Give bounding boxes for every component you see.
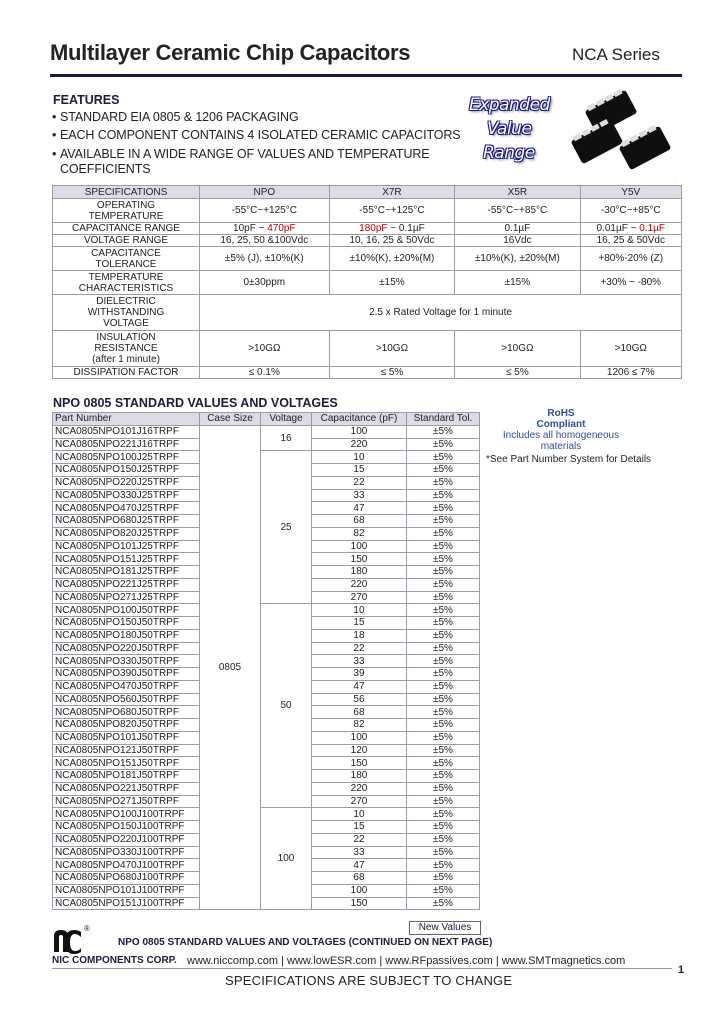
spec-value: ≤ 0.1%: [200, 367, 330, 379]
tolerance: ±5%: [406, 821, 479, 834]
part-number: NCA0805NPO151J50TRPF: [53, 757, 200, 770]
part-number: NCA0805NPO180J50TRPF: [53, 629, 200, 642]
capacitance: 33: [312, 655, 407, 668]
spec-value: ±15%: [329, 271, 455, 295]
tolerance: ±5%: [406, 744, 479, 757]
specifications-table: [52, 185, 682, 379]
spec-label: DIELECTRIC WITHSTANDING VOLTAGE: [53, 295, 200, 331]
capacitance: 100: [312, 540, 407, 553]
voltage: 100: [261, 808, 312, 910]
tolerance: ±5%: [406, 693, 479, 706]
part-number: NCA0805NPO470J25TRPF: [53, 502, 200, 515]
tolerance: ±5%: [406, 859, 479, 872]
tolerance: ±5%: [406, 808, 479, 821]
table-header-row: SPECIFICATIONS NPO X7R X5R Y5V: [53, 186, 682, 199]
capacitance: 47: [312, 502, 407, 515]
series-label: NCA Series: [572, 45, 660, 64]
spec-label: CAPACITANCE RANGE: [53, 223, 200, 235]
part-number: NCA0805NPO271J50TRPF: [53, 795, 200, 808]
tolerance: ±5%: [406, 706, 479, 719]
company-logo: [52, 924, 92, 954]
capacitance: 68: [312, 872, 407, 885]
spec-value: -55°C~+125°C: [329, 199, 455, 223]
tolerance: ±5%: [406, 629, 479, 642]
capacitance: 180: [312, 566, 407, 579]
part-number: NCA0805NPO470J100TRPF: [53, 859, 200, 872]
capacitance: 100: [312, 731, 407, 744]
tolerance: ±5%: [406, 719, 479, 732]
spec-value: 16Vdc: [455, 235, 580, 247]
spec-value: >10GΩ: [455, 331, 580, 367]
spec-value: 0.01µF ~ 0.1µF: [580, 223, 681, 235]
capacitance: 82: [312, 527, 407, 540]
capacitance: 15: [312, 464, 407, 477]
part-number: NCA0805NPO151J25TRPF: [53, 553, 200, 566]
tolerance: ±5%: [406, 731, 479, 744]
capacitance: 47: [312, 680, 407, 693]
spec-row: [53, 295, 682, 331]
part-number: NCA0805NPO680J50TRPF: [53, 706, 200, 719]
part-number: NCA0805NPO221J50TRPF: [53, 782, 200, 795]
tolerance: ±5%: [406, 451, 479, 464]
spec-value: 16, 25, 50 &100Vdc: [200, 235, 330, 247]
tolerance: ±5%: [406, 833, 479, 846]
spec-value: 10, 16, 25 & 50Vdc: [329, 235, 455, 247]
part-number: NCA0805NPO101J50TRPF: [53, 731, 200, 744]
table-row: [53, 604, 480, 617]
spec-row: [53, 271, 682, 295]
tolerance: ±5%: [406, 655, 479, 668]
spec-label: OPERATING TEMPERATURE: [53, 199, 200, 223]
tolerance: ±5%: [406, 489, 479, 502]
company-name: NIC COMPONENTS CORP.: [52, 955, 177, 966]
part-number: NCA0805NPO220J25TRPF: [53, 476, 200, 489]
spec-value: -55°C~+85°C: [455, 199, 580, 223]
part-number: NCA0805NPO330J25TRPF: [53, 489, 200, 502]
part-number: NCA0805NPO820J25TRPF: [53, 527, 200, 540]
tolerance: ±5%: [406, 553, 479, 566]
spec-value: ±15%: [455, 271, 580, 295]
spec-value: ±5% (J), ±10%(K): [200, 247, 330, 271]
capacitance: 56: [312, 693, 407, 706]
tolerance: ±5%: [406, 897, 479, 910]
tolerance: ±5%: [406, 782, 479, 795]
capacitance: 220: [312, 782, 407, 795]
spec-label: CAPACITANCE TOLERANCE: [53, 247, 200, 271]
chip-capacitors-image: [568, 95, 678, 175]
spec-row: [53, 235, 682, 247]
capacitance: 10: [312, 451, 407, 464]
capacitance: 22: [312, 642, 407, 655]
capacitance: 47: [312, 859, 407, 872]
spec-value: ≤ 5%: [455, 367, 580, 379]
capacitance: 270: [312, 795, 407, 808]
voltage: 25: [261, 451, 312, 604]
spec-value: 0±30ppm: [200, 271, 330, 295]
spec-value: >10GΩ: [200, 331, 330, 367]
part-number: NCA0805NPO271J25TRPF: [53, 591, 200, 604]
capacitance: 220: [312, 438, 407, 451]
table-row: [53, 425, 480, 438]
table-row: [53, 808, 480, 821]
part-number: NCA0805NPO100J100TRPF: [53, 808, 200, 821]
part-number: NCA0805NPO101J25TRPF: [53, 540, 200, 553]
website-links: www.niccomp.com | www.lowESR.com | www.RFpassives.com | www.SMTmagnetics.com: [187, 955, 626, 967]
capacitance: 82: [312, 719, 407, 732]
part-number: NCA0805NPO101J16TRPF: [53, 425, 200, 438]
voltage: 16: [261, 425, 312, 451]
part-number: NCA0805NPO560J50TRPF: [53, 693, 200, 706]
feature-item: • AVAILABLE IN A WIDE RANGE OF VALUES AND TEMPERATURE: [52, 147, 430, 161]
part-number: NCA0805NPO820J50TRPF: [53, 719, 200, 732]
spec-row: [53, 199, 682, 223]
footer-rule: [52, 968, 672, 969]
tolerance: ±5%: [406, 502, 479, 515]
part-number: NCA0805NPO150J100TRPF: [53, 821, 200, 834]
tolerance: ±5%: [406, 540, 479, 553]
spec-row: [53, 367, 682, 379]
capacitance: 100: [312, 884, 407, 897]
part-number: NCA0805NPO470J50TRPF: [53, 680, 200, 693]
capacitance: 33: [312, 489, 407, 502]
part-number: NCA0805NPO221J16TRPF: [53, 438, 200, 451]
capacitance: 15: [312, 617, 407, 630]
feature-item-continued: COEFFICIENTS: [60, 162, 151, 176]
part-number: NCA0805NPO151J100TRPF: [53, 897, 200, 910]
table-row: [53, 451, 480, 464]
new-values-legend: New Values: [409, 921, 481, 935]
spec-value: 1206 ≤ 7%: [580, 367, 681, 379]
capacitance: 15: [312, 821, 407, 834]
part-number: NCA0805NPO220J50TRPF: [53, 642, 200, 655]
spec-value: +80%-20% (Z): [580, 247, 681, 271]
part-number: NCA0805NPO181J25TRPF: [53, 566, 200, 579]
features-heading: FEATURES: [53, 93, 120, 107]
spec-label: INSULATION RESISTANCE (after 1 minute): [53, 331, 200, 367]
tolerance: ±5%: [406, 566, 479, 579]
spec-value: >10GΩ: [580, 331, 681, 367]
part-number: NCA0805NPO100J50TRPF: [53, 604, 200, 617]
capacitance: 68: [312, 706, 407, 719]
capacitance: 220: [312, 578, 407, 591]
capacitance: 120: [312, 744, 407, 757]
spec-value: 16, 25 & 50Vdc: [580, 235, 681, 247]
spec-value: 180pF ~ 0.1µF: [329, 223, 455, 235]
spec-row: [53, 223, 682, 235]
part-number: NCA0805NPO100J25TRPF: [53, 451, 200, 464]
part-number: NCA0805NPO150J25TRPF: [53, 464, 200, 477]
tolerance: ±5%: [406, 425, 479, 438]
tolerance: ±5%: [406, 464, 479, 477]
part-number: NCA0805NPO101J100TRPF: [53, 884, 200, 897]
spec-label: VOLTAGE RANGE: [53, 235, 200, 247]
spec-value: >10GΩ: [329, 331, 455, 367]
continued-note: NPO 0805 STANDARD VALUES AND VOLTAGES (CONTINUED ON NEXT PAGE): [118, 937, 493, 948]
part-number: NCA0805NPO220J100TRPF: [53, 833, 200, 846]
tolerance: ±5%: [406, 578, 479, 591]
capacitance: 150: [312, 897, 407, 910]
spec-value: +30% ~ -80%: [580, 271, 681, 295]
spec-value: 2.5 x Rated Voltage for 1 minute: [200, 295, 682, 331]
spec-value: -55°C~+125°C: [200, 199, 330, 223]
spec-value: ±10%(K), ±20%(M): [329, 247, 455, 271]
spec-value: 10pF ~ 470pF: [200, 223, 330, 235]
rohs-note: RoHS Compliant Includes all homogeneous materials *See Part Number System for Details: [486, 408, 652, 465]
table-header-row: Part Number Case Size Voltage Capacitance (pF) Standard Tol.: [53, 413, 480, 426]
disclaimer: SPECIFICATIONS ARE SUBJECT TO CHANGE: [225, 973, 513, 988]
spec-label: DISSIPATION FACTOR: [53, 367, 200, 379]
part-number: NCA0805NPO680J100TRPF: [53, 872, 200, 885]
part-number: NCA0805NPO330J100TRPF: [53, 846, 200, 859]
capacitance: 22: [312, 476, 407, 489]
spec-value: ≤ 5%: [329, 367, 455, 379]
bullet-icon: •: [52, 147, 57, 161]
header-rule: [50, 74, 682, 77]
tolerance: ±5%: [406, 680, 479, 693]
capacitance: 39: [312, 668, 407, 681]
tolerance: ±5%: [406, 770, 479, 783]
part-number: NCA0805NPO680J25TRPF: [53, 515, 200, 528]
part-number: NCA0805NPO181J50TRPF: [53, 770, 200, 783]
bullet-icon: •: [52, 110, 57, 124]
tolerance: ±5%: [406, 617, 479, 630]
tolerance: ±5%: [406, 795, 479, 808]
tolerance: ±5%: [406, 591, 479, 604]
capacitance: 150: [312, 553, 407, 566]
capacitance: 33: [312, 846, 407, 859]
capacitance: 270: [312, 591, 407, 604]
bullet-icon: •: [52, 128, 57, 142]
capacitance: 180: [312, 770, 407, 783]
voltage: 50: [261, 604, 312, 808]
part-number: NCA0805NPO390J50TRPF: [53, 668, 200, 681]
spec-value: ±10%(K), ±20%(M): [455, 247, 580, 271]
registered-mark: ®: [84, 924, 90, 933]
tolerance: ±5%: [406, 438, 479, 451]
tolerance: ±5%: [406, 846, 479, 859]
tolerance: ±5%: [406, 476, 479, 489]
capacitance: 10: [312, 604, 407, 617]
page-number: 1: [678, 964, 685, 976]
capacitance: 10: [312, 808, 407, 821]
tolerance: ±5%: [406, 642, 479, 655]
case-size: 0805: [200, 425, 261, 910]
spec-value: 0.1µF: [455, 223, 580, 235]
feature-item: • STANDARD EIA 0805 & 1206 PACKAGING: [52, 110, 299, 124]
part-number: NCA0805NPO330J50TRPF: [53, 655, 200, 668]
spec-row: [53, 331, 682, 367]
standard-values-table: [52, 412, 480, 910]
part-number: NCA0805NPO121J50TRPF: [53, 744, 200, 757]
tolerance: ±5%: [406, 604, 479, 617]
tolerance: ±5%: [406, 884, 479, 897]
tolerance: ±5%: [406, 872, 479, 885]
part-number: NCA0805NPO150J50TRPF: [53, 617, 200, 630]
capacitance: 150: [312, 757, 407, 770]
tolerance: ±5%: [406, 757, 479, 770]
capacitance: 22: [312, 833, 407, 846]
spec-label: TEMPERATURE CHARACTERISTICS: [53, 271, 200, 295]
part-number: NCA0805NPO221J25TRPF: [53, 578, 200, 591]
spec-row: [53, 247, 682, 271]
page-title: Multilayer Ceramic Chip Capacitors: [50, 40, 411, 65]
feature-item: • EACH COMPONENT CONTAINS 4 ISOLATED CERAMIC CAPACITORS: [52, 128, 461, 142]
capacitance: 18: [312, 629, 407, 642]
tolerance: ±5%: [406, 515, 479, 528]
capacitance: 68: [312, 515, 407, 528]
tolerance: ±5%: [406, 527, 479, 540]
capacitance: 100: [312, 425, 407, 438]
spec-value: -30°C~+85°C: [580, 199, 681, 223]
tolerance: ±5%: [406, 668, 479, 681]
section-heading: NPO 0805 STANDARD VALUES AND VOLTAGES: [53, 396, 338, 410]
